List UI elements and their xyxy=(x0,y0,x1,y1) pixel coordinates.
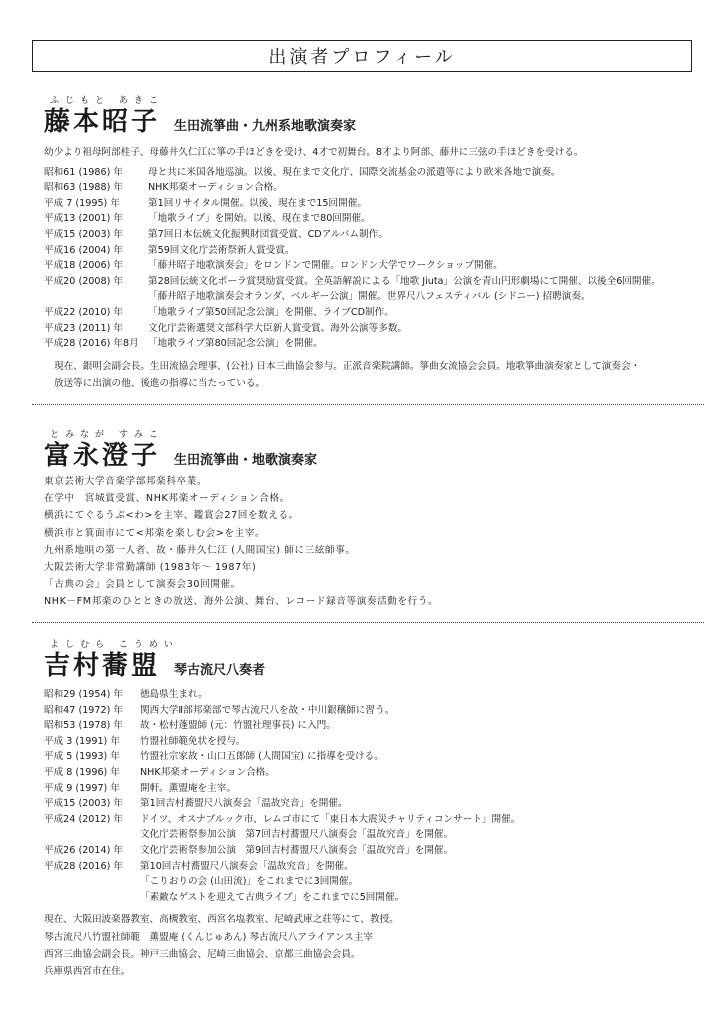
history-year: 平成 9 (1997) 年 xyxy=(44,782,120,794)
history-year: 平成18 (2006) 年 xyxy=(44,260,123,272)
history-text: 第28回伝統文化ポーラ賞奨励賞受賞。全英語解説による「地歌 Jiuta」公演を青山円形劇場にて開催、以後全6回開催。 xyxy=(148,275,661,287)
history-text: 第10回吉村蕎盟尺八演奏会「温故究音」を開催。 xyxy=(140,860,354,872)
career-line: 大阪芸術大学非常勤講師 (1983年～ 1987年) xyxy=(44,562,257,574)
section-divider xyxy=(32,404,704,405)
history-year: 平成28 (2016) 年 xyxy=(44,860,123,872)
history-text: NHK邦楽オーディション合格。 xyxy=(140,766,275,778)
history-text: 故・松村蓬盟師 (元：竹盟社理事長) に入門。 xyxy=(140,720,336,732)
career-line: 「古典の会」会員として演奏会30回開催。 xyxy=(44,579,241,591)
performer-school: 琴古流尺八奏者 xyxy=(174,663,266,678)
history-text: 「こりおりの会 (山田流)」をこれまでに3回開催。 xyxy=(140,876,359,888)
history-row xyxy=(44,827,694,843)
performer-school: 生田流箏曲・九州系地歌演奏家 xyxy=(174,119,357,134)
name-row xyxy=(44,107,694,137)
history-year: 昭和53 (1978) 年 xyxy=(44,720,123,732)
history-text: 「藤井昭子地歌演奏会オランダ、ベルギー公演」開催。世界尺八フェスティバル (シドニー) 招聘演奏。 xyxy=(148,291,591,303)
performer-profile-tominaga xyxy=(44,430,694,611)
performer-name: 富永澄子 xyxy=(44,441,161,471)
career-line: 東京芸術大学音楽学部邦楽科卒業。 xyxy=(44,476,208,487)
section-divider xyxy=(32,622,704,623)
activity-line: 西宮三曲協会副会長。神戸三曲協会、尼崎三曲協会、京都三曲協会会員。 xyxy=(44,948,361,960)
page-title: 出演者プロフィール xyxy=(32,40,692,72)
career-line: NHK－FM邦楽のひとときの放送、海外公演、舞台、レコード録音等演奏活動を行う。 xyxy=(44,596,439,608)
name-ruby: よしむら こうめい xyxy=(50,640,179,650)
history-row xyxy=(44,781,694,797)
history-year: 平成26 (2014) 年 xyxy=(44,844,123,856)
history-text: 第1回リサイタル開催。以後、現在まで15回開催。 xyxy=(148,197,367,209)
history-year: 平成 3 (1991) 年 xyxy=(44,735,120,747)
activity-line: 兵庫県西宮市在住。 xyxy=(44,965,131,977)
career-line: 九州系地唄の第一人者、故・藤井久仁江 (人間国宝) 師に三絃師事。 xyxy=(44,544,356,556)
history-row xyxy=(44,274,694,290)
history-year: 平成13 (2001) 年 xyxy=(44,213,123,225)
history-text: 「地歌ライブ第80回記念公演」を開催。 xyxy=(148,338,323,350)
history-row xyxy=(44,687,694,703)
history-text: 「地歌ライブ第50回記念公演」を開催、ライブCD制作。 xyxy=(148,306,394,318)
history-row xyxy=(44,336,694,352)
history-row xyxy=(44,321,694,337)
history-row xyxy=(44,258,694,274)
history-text: 徳島県生まれ。 xyxy=(140,689,208,700)
history-text: 「藤井昭子地歌演奏会」をロンドンで開催。ロンドン大学でワークショップ開催。 xyxy=(148,260,503,272)
history-row xyxy=(44,305,694,321)
performer-profile-yoshimura xyxy=(44,640,694,980)
history-row xyxy=(44,703,694,719)
history-row xyxy=(44,859,694,875)
history-row xyxy=(44,749,694,765)
current-activities xyxy=(44,911,694,980)
history-row xyxy=(44,243,694,259)
history-row xyxy=(44,734,694,750)
career-list xyxy=(44,473,694,611)
history-row xyxy=(44,796,694,812)
history-text: 竹盟社宗家故・山口五郎師 (人間国宝) に指導を受ける。 xyxy=(140,751,384,763)
history-text: 「地歌ライブ」を開始。以後、現在まで80回開催。 xyxy=(148,213,371,225)
history-year: 平成23 (2011) 年 xyxy=(44,322,123,334)
history-row xyxy=(44,843,694,859)
history-year: 平成24 (2012) 年 xyxy=(44,813,123,825)
history-text: 文化庁芸術選奨文部科学大臣新人賞受賞。海外公演等多数。 xyxy=(148,322,408,334)
career-line: 横浜市と箕面市にて<邦楽を楽しむ会>を主宰。 xyxy=(44,527,266,539)
history-text: 「素敵なゲストを迎えて古典ライブ」をこれまでに5回開催。 xyxy=(140,891,405,903)
notes xyxy=(44,358,694,392)
history-text: 文化庁芸術祭参加公演 第9回吉村蕎盟尺八演奏会「温故究音」を開催。 xyxy=(140,844,454,856)
history-year: 平成 8 (1996) 年 xyxy=(44,766,120,778)
history-year: 平成28 (2016) 年8月 xyxy=(44,338,139,350)
career-line: 横浜にてぐるうぷ<わ>を主宰、鑑賞会27回を数える。 xyxy=(44,510,299,522)
intro-line: 幼少より祖母阿部桂子、母藤井久仁江に箏の手ほどきを受け、4才で初舞台。8才より阿部、藤井に三弦の手ほどきを受ける。 xyxy=(44,147,584,158)
history-row xyxy=(44,765,694,781)
history-text: 開軒。薫盟庵を主宰。 xyxy=(140,782,236,794)
history-text: 文化庁芸術祭参加公演 第7回吉村蕎盟尺八演奏会「温故究音」を開催。 xyxy=(140,829,454,841)
history-row xyxy=(44,180,694,196)
history-year: 平成 5 (1993) 年 xyxy=(44,751,120,763)
history-row xyxy=(44,890,694,906)
history-text: 第7回日本伝統文化振興財団賞受賞、CDアルバム制作。 xyxy=(148,228,388,240)
history-row xyxy=(44,289,694,305)
history-text: 母と共に米国各地巡演。以後、現在まで文化庁、国際交流基金の派遣等により欧米各地で演奏。 xyxy=(148,166,561,178)
history-row xyxy=(44,718,694,734)
history-year xyxy=(44,289,148,305)
performer-profile-fujimoto xyxy=(44,96,694,392)
name-row xyxy=(44,651,694,681)
history-year: 平成16 (2004) 年 xyxy=(44,244,123,256)
history-year: 昭和63 (1988) 年 xyxy=(44,182,123,194)
history-year: 平成15 (2003) 年 xyxy=(44,798,123,810)
history-year: 平成22 (2010) 年 xyxy=(44,306,123,318)
history-text: ドイツ、オスナブルック市、レムゴ市にて「東日本大震災チャリティコンサート」開催。 xyxy=(140,813,521,825)
history-year: 昭和47 (1972) 年 xyxy=(44,704,123,716)
history-year: 昭和29 (1954) 年 xyxy=(44,689,123,700)
history-year: 平成15 (2003) 年 xyxy=(44,228,123,240)
history-year xyxy=(44,890,140,906)
history-text: 関西大学Ⅱ部邦楽部で琴古流尺八を故・中川銀穣師に習う。 xyxy=(140,704,395,716)
history-year xyxy=(44,874,140,890)
history-row xyxy=(44,196,694,212)
activity-line: 現在、大阪田波楽器教室、高槻教室、西宮名塩教室、尼崎武庫之荘等にて、教授。 xyxy=(44,914,399,926)
performer-name: 藤本昭子 xyxy=(44,107,161,137)
name-ruby: とみなが すみこ xyxy=(50,430,164,440)
performer-school: 生田流箏曲・地歌演奏家 xyxy=(174,453,318,468)
history-year: 昭和61 (1986) 年 xyxy=(44,166,123,178)
performer-name: 吉村蕎盟 xyxy=(44,651,161,681)
name-ruby: ふじもと あきこ xyxy=(50,96,164,106)
history-row xyxy=(44,165,694,181)
history-row xyxy=(44,227,694,243)
history-year xyxy=(44,827,140,843)
history-text: 第1回吉村蕎盟尺八演奏会「温故究音」を開催。 xyxy=(140,798,348,810)
note-line: 現在、銀明会副会長。生田流協会理事、(公社) 日本三曲協会参与。正派音楽院講師。箏曲女流協会会員。地歌箏曲演奏家として演奏会・ xyxy=(54,360,641,372)
history-list xyxy=(44,687,694,905)
history-row xyxy=(44,211,694,227)
note-line: 放送等に出演の他、後進の指導に当たっている。 xyxy=(54,377,266,389)
history-list xyxy=(44,165,694,352)
name-row xyxy=(44,441,694,471)
history-text: NHK邦楽オーディション合格。 xyxy=(148,182,283,194)
history-row xyxy=(44,812,694,828)
history-row xyxy=(44,874,694,890)
career-line: 在学中 宮城賞受賞、NHK邦楽オーディション合格。 xyxy=(44,493,290,505)
history-year: 平成 7 (1995) 年 xyxy=(44,197,120,209)
activity-line: 琴古流尺八竹盟社師範 薫盟庵 (くんじゅあん) 琴古流尺八アライアンス主宰 xyxy=(44,931,373,943)
history-text: 第59回文化庁芸術祭新人賞受賞。 xyxy=(148,244,295,256)
history-year: 平成20 (2008) 年 xyxy=(44,275,123,287)
history-text: 竹盟社師範免状を授与。 xyxy=(140,735,246,747)
